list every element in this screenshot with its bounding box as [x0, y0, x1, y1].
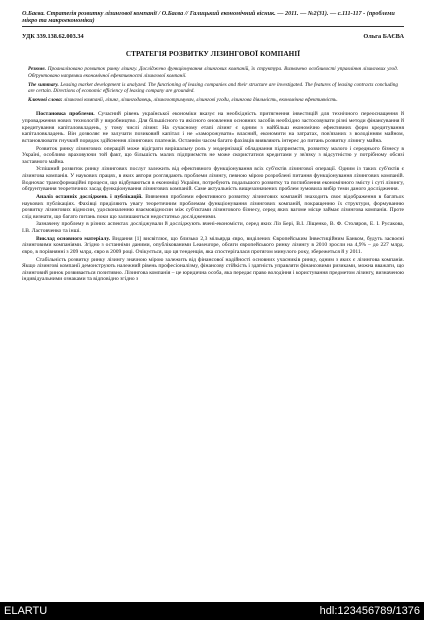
udc-author-row [22, 33, 404, 40]
paragraph-3 [22, 166, 404, 193]
paragraph-text: Вивчення проблеми ефективного розвитку лізингових компаній знаходить своє відображення в багатьох наукових публікаціях. Фахівці приділяють увагу теоретичним проблемам функціонування лізингових компаній, покращенню їх структури, формуванню розвитку лізингових відносин, удосконаленню взаємовідносин між суб'єктами лізингового бізнесу, серед яких вагоме місце займає лізингова компанія. Проте слід визнати, що багато питань поки що залишаються недостатньо дослідженими. [22, 193, 404, 220]
keywords-lead: Ключові слова: [28, 97, 63, 104]
citation-header: О.Баєва. Стратегія розвитку лізингової компанії / О.Баєва // Галицький економічний вісник. — 2011. — №2(31). — с.111-117 - (проблеми мікро та макроекономіки) [22, 10, 395, 25]
paragraph-6 [22, 236, 404, 256]
abstract-ukrainian [28, 66, 398, 78]
paragraph-text: Успішний розвиток ринку лізингових послуг залежить від ефективного функціонування всіх суб'єктів лізингової операції. Одним із таких суб'єктів є лізингова компанія. У наукових працях, в яких автори розглядають проблеми лізингу, певною мірою розроблені питання функціонування лізингових компаній. Водночас трансформаційні процеси, що відбуваються в економіці України, потребують подальшого розвитку та поглиблення економічного змісту і суті лізингу, обґрунтування теоретичних засад функціонування лізингових компаній. Саме актуальність вищезазначених проблем зумовила вибір теми даного дослідження. [22, 166, 404, 193]
abstract-english-text: Leasing market development is analyzed. The functioning of leasing companies and their structure are investigated. The features of leasing contracts concluding are certain. Directions of economic efficiency of leasing company are grounded. [28, 81, 398, 95]
author-name: Ольга БАЄВА [363, 33, 404, 41]
abstract-english [28, 82, 398, 94]
abstract-english-lead: The summary. [28, 81, 59, 88]
paragraph-heading: Постановка проблеми. [36, 111, 95, 118]
footer-bar [0, 602, 424, 620]
keywords [28, 97, 398, 103]
paragraph-7 [22, 257, 404, 284]
keywords-text: лізингові компанії, лізинг, лізингодавець, лізингоотримувач, лізингові угоди, лізингова діяльність, економічна ефективність. [62, 97, 338, 104]
udc-code: УДК 339.138.62.003.34 [22, 33, 84, 41]
paragraph-heading: Аналіз останніх досліджень і публікацій. [36, 193, 143, 200]
paragraph-text: Розвиток ринку лізингових операцій може відіграти вирішальну роль у модернізації обладнання підприємств, розвитку малого і середнього бізнесу в Україні, особливо враховуючи той факт, що більшість малих підприємств не може скористатися кредитами у зв'язку з відсутністю у потрібному обсязі заставного майна. [22, 145, 404, 165]
article-body [22, 111, 404, 283]
repository-name: ELARTU [4, 605, 48, 617]
paragraph-1 [22, 111, 404, 144]
abstract-ukrainian-lead: Резюме. [28, 66, 46, 73]
paragraph-heading: Виклад основного матеріалу. [36, 235, 111, 242]
abstract-ukrainian-text: Проаналізовано розвиток ринку лізингу. Досліджено функціонування лізингових компаній, їх структура. Визначено особливості управління лізингових угод. Обґрунтовано напрямки економічної ефективності лізингової компанії. [28, 66, 398, 79]
paragraph-2 [22, 146, 404, 166]
handle-identifier: hdl:123456789/1376 [319, 605, 420, 617]
paragraph-4 [22, 194, 404, 221]
paragraph-text: Стабільність розвитку ринку лізингу значною мірою залежить від фінансової надійності основних учасників ринку, одним з яких є лізингова компанія. Якщо лізингові компанії демонструють належний рівень професіоналізму, фінансову стійкість і здатність управляти фінансовими ризиками, можна вважати, що лізинговий ринок розвивається позитивно. Лізингова компанія – це юридична особа, яка передає право володіння і користування предметом лізингу, визначеною індивідуальними ознаками та відповідно згідно з [22, 256, 404, 283]
paragraph-text: Видання [1] висвітлює, що близько 2,3 мільярда євро, виділених Європейським Інвестиційним Банком, будуть засвоєні лізинговими компаніями. Згідно з останніми даними, опублікованими Leaseurope, обсяги європейського ринку лізингу в 2010 зросли на 4,9% – до 227 млрд. євро, в порівнянні з 209 млрд. євро в 2009 році. Очікується, що ця тенденція, яка спостерігалася протягом минулого року, збережеться й у 2011. [22, 235, 404, 255]
paragraph-5 [22, 221, 404, 234]
paper-title: СТРАТЕГІЯ РОЗВИТКУ ЛІЗИНГОВОЇ КОМПАНІЇ [125, 50, 301, 59]
paragraph-text: Сучасний рівень української економіки вказує на необхідність притягнення інвестицій для технічного переоснащення й упровадження нових технологій у виробництво. Для більшісного та якісного оновлення основних засобів необхідно застосовувати різні методи фінансування й кредитування капіталовкладень, у тому числі лізинг. На сучасному етапі лізинг є одним з найбільш економічно ефективних форм кредитування капіталовкладень. Він дозволяє не залучати позиковий капітал і не «заморожувати» власний, економити на затратах, пов'язаних з володінням майном, встановлювати гнучкий порядок здійснення лізингових платежів. Останнім часом багато фахівців виявляють інтерес до питань розвитку лізингу майна. [22, 111, 404, 144]
paragraph-text: Зазначену проблему в різних аспектах досліджували й досліджують вчені-економісти, серед яких Лiз Бері, В.І. Ліщенко, В. Ф. Столяров, Е. І. Русакова, І.В. Ластовченко та інші. [22, 221, 404, 235]
header-rule [22, 26, 404, 27]
page-content [22, 10, 404, 284]
